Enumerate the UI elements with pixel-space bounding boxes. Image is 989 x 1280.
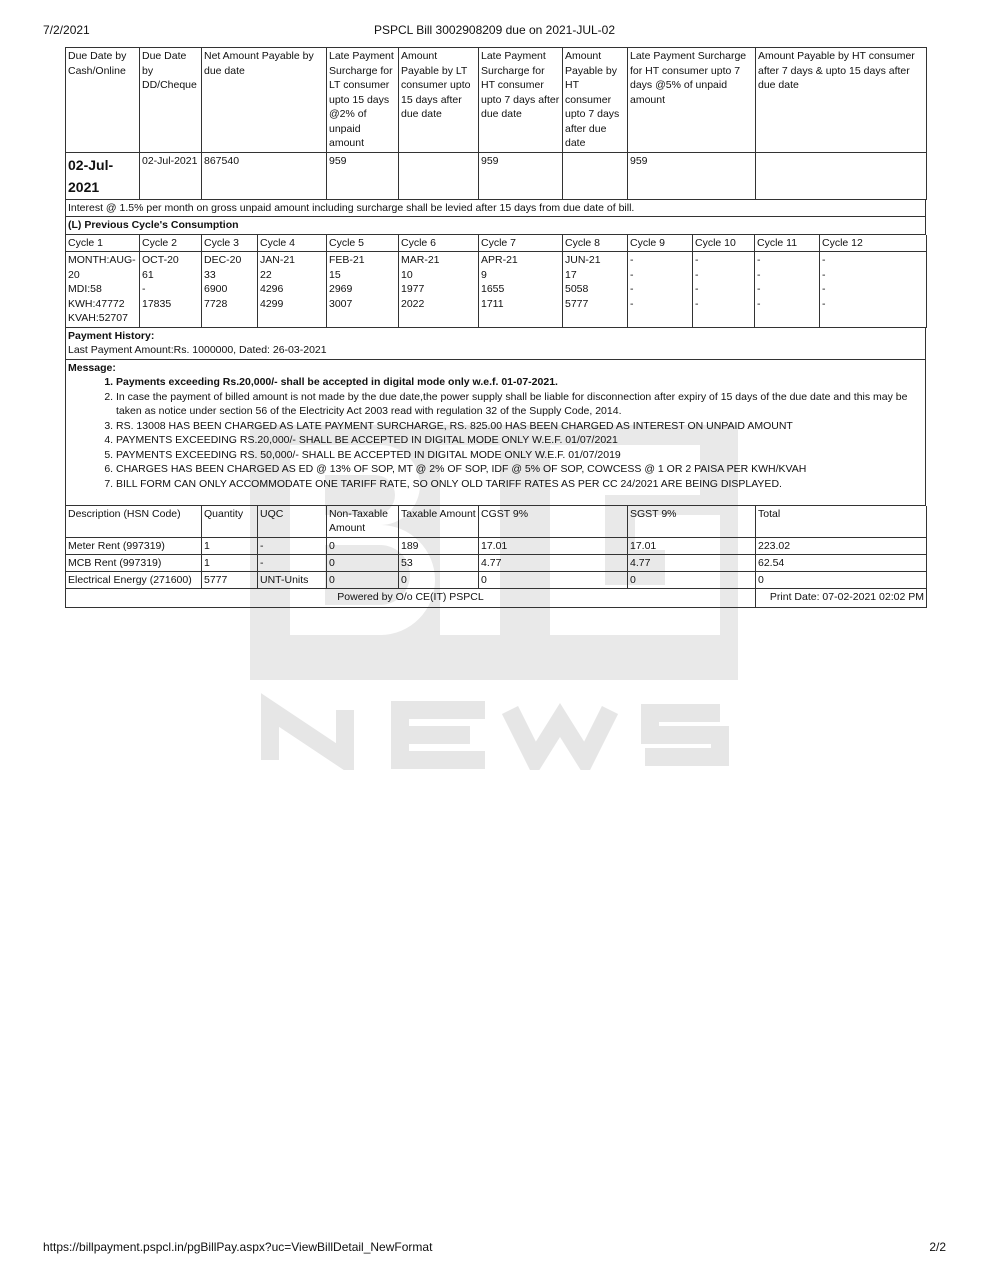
hsn-header-row xyxy=(66,506,927,538)
message-list xyxy=(68,375,923,491)
payment-history xyxy=(65,328,926,360)
due-header-cell: Net Amount Payable by due date xyxy=(202,48,327,153)
message-item: 5. PAYMENTS EXCEEDING RS. 50,000/- SHALL BE ACCEPTED IN DIGITAL MODE ONLY W.E.F. 01/07/2019 xyxy=(116,448,923,463)
hsn-header: SGST 9% xyxy=(628,506,756,538)
hsn-cell: 223.02 xyxy=(756,538,927,555)
message-item: 7. BILL FORM CAN ONLY ACCOMMODATE ONE TARIFF RATE, SO ONLY OLD TARIFF RATES AS PER CC 24/2021 ARE BEING DISPLAYED. xyxy=(116,477,923,492)
cycle-header: Cycle 3 xyxy=(202,235,258,252)
due-header-cell: Amount Payable by HT consumer after 7 days & upto 15 days after due date xyxy=(756,48,927,153)
hsn-cell: 62.54 xyxy=(756,555,927,572)
hsn-cell: UNT-Units xyxy=(258,572,327,589)
cycle-header: Cycle 9 xyxy=(628,235,693,252)
interest-note: Interest @ 1.5% per month on gross unpaid amount including surcharge shall be levied after 15 days from due date of bill. xyxy=(65,200,926,218)
hsn-cell: 0 xyxy=(327,555,399,572)
hsn-cell: Electrical Energy (271600) xyxy=(66,572,202,589)
cycle-header: Cycle 11 xyxy=(755,235,820,252)
due-header-cell: Amount Payable by LT consumer upto 15 days after due date xyxy=(399,48,479,153)
due-table-value-row xyxy=(66,152,927,199)
hsn-row xyxy=(66,555,927,572)
hsn-footer-row xyxy=(66,589,927,608)
ht-surcharge-5pct-value: 959 xyxy=(628,152,756,199)
cycle-data-row xyxy=(66,252,927,328)
cycle-header: Cycle 1 xyxy=(66,235,140,252)
hsn-header: UQC xyxy=(258,506,327,538)
message-title: Message: xyxy=(68,361,116,374)
hsn-cell: 0 xyxy=(327,538,399,555)
cycle-11-data: - - - - xyxy=(755,252,820,328)
bill-content xyxy=(65,47,926,608)
page-footer-number: 2/2 xyxy=(929,1240,946,1254)
hsn-header: CGST 9% xyxy=(479,506,628,538)
hsn-cell: - xyxy=(258,538,327,555)
hsn-cell: 17.01 xyxy=(628,538,756,555)
lt-amount-value xyxy=(399,152,479,199)
hsn-header: Taxable Amount xyxy=(399,506,479,538)
cycle-header-row xyxy=(66,235,927,252)
due-header-cell: Amount Payable by HT consumer upto 7 days after due date xyxy=(563,48,628,153)
due-table-header-row xyxy=(66,48,927,153)
consumption-title: (L) Previous Cycle's Consumption xyxy=(65,217,926,235)
message-item: 4. PAYMENTS EXCEEDING RS.20,000/- SHALL BE ACCEPTED IN DIGITAL MODE ONLY W.E.F. 01/07/2021 xyxy=(116,433,923,448)
hsn-cell: 1 xyxy=(202,555,258,572)
cycle-header: Cycle 12 xyxy=(820,235,927,252)
cycle-2-data: OCT-20 61 - 17835 xyxy=(140,252,202,328)
cycle-6-data: MAR-21 10 1977 2022 xyxy=(399,252,479,328)
message-item: 1. Payments exceeding Rs.20,000/- shall be accepted in digital mode only w.e.f. 01-07-2021. xyxy=(116,375,923,390)
cycle-12-data: - - - - xyxy=(820,252,927,328)
hsn-cell: 0 xyxy=(479,572,628,589)
hsn-cell: Meter Rent (997319) xyxy=(66,538,202,555)
hsn-header: Description (HSN Code) xyxy=(66,506,202,538)
due-header-cell: Late Payment Surcharge for HT consumer upto 7 days after due date xyxy=(479,48,563,153)
consumption-table xyxy=(65,235,927,328)
message-item: 3. RS. 13008 HAS BEEN CHARGED AS LATE PAYMENT SURCHARGE, RS. 825.00 HAS BEEN CHARGED AS INTEREST ON UNPAID AMOUNT xyxy=(116,419,923,434)
hsn-header: Total xyxy=(756,506,927,538)
hsn-row xyxy=(66,538,927,555)
net-amount-value: 867540 xyxy=(202,152,327,199)
payment-history-title: Payment History: xyxy=(68,329,155,342)
hsn-cell: 53 xyxy=(399,555,479,572)
due-header-cell: Due Date by Cash/Online xyxy=(66,48,140,153)
cycle-header: Cycle 6 xyxy=(399,235,479,252)
cycle-8-data: JUN-21 17 5058 5777 xyxy=(563,252,628,328)
cycle-10-data: - - - - xyxy=(693,252,755,328)
message-item: 6. CHARGES HAS BEEN CHARGED AS ED @ 13% OF SOP, MT @ 2% OF SOP, IDF @ 5% OF SOP, COWCESS @ 1 OR 2 PAISA PER KWH/KVAH xyxy=(116,462,923,477)
last-payment-text: Last Payment Amount:Rs. 1000000, Dated: 26-03-2021 xyxy=(68,344,327,356)
ht-amount-7-value xyxy=(563,152,628,199)
hsn-row xyxy=(66,572,927,589)
hsn-cell: 0 xyxy=(756,572,927,589)
hsn-table xyxy=(65,506,927,608)
page-footer-url: https://billpayment.pspcl.in/pgBillPay.aspx?uc=ViewBillDetail_NewFormat xyxy=(43,1240,433,1254)
page-header-title: PSPCL Bill 3002908209 due on 2021-JUL-02 xyxy=(373,23,616,37)
message-item: 2. In case the payment of billed amount is not made by the due date,the power supply shall be liable for disconnection after expiry of 15 days of the due date and this may be taken as notice under section 56 of the Electricity Act 2003 read with regulation 32 of the Supply Code, 2014. xyxy=(116,390,923,419)
due-header-cell: Late Payment Surcharge for HT consumer upto 7 days @5% of unpaid amount xyxy=(628,48,756,153)
cycle-3-data: DEC-20 33 6900 7728 xyxy=(202,252,258,328)
cycle-header: Cycle 10 xyxy=(693,235,755,252)
cycle-9-data: - - - - xyxy=(628,252,693,328)
due-date-cash-value: 02-Jul-2021 xyxy=(66,152,140,199)
cycle-7-data: APR-21 9 1655 1711 xyxy=(479,252,563,328)
ht-amount-15-value xyxy=(756,152,927,199)
cycle-header: Cycle 2 xyxy=(140,235,202,252)
page-header-date: 7/2/2021 xyxy=(43,23,90,37)
hsn-cell: 0 xyxy=(628,572,756,589)
hsn-cell: 189 xyxy=(399,538,479,555)
hsn-cell: 1 xyxy=(202,538,258,555)
lt-surcharge-value: 959 xyxy=(327,152,399,199)
message-section xyxy=(65,360,926,507)
cycle-header: Cycle 8 xyxy=(563,235,628,252)
hsn-cell: 4.77 xyxy=(479,555,628,572)
hsn-cell: 0 xyxy=(399,572,479,589)
hsn-header: Non-Taxable Amount xyxy=(327,506,399,538)
due-date-table xyxy=(65,47,927,200)
powered-by: Powered by O/o CE(IT) PSPCL xyxy=(66,589,756,608)
due-date-cheque-value: 02-Jul-2021 xyxy=(140,152,202,199)
hsn-header: Quantity xyxy=(202,506,258,538)
hsn-cell: - xyxy=(258,555,327,572)
cycle-5-data: FEB-21 15 2969 3007 xyxy=(327,252,399,328)
hsn-cell: 5777 xyxy=(202,572,258,589)
cycle-header: Cycle 5 xyxy=(327,235,399,252)
ht-surcharge-7-value: 959 xyxy=(479,152,563,199)
hsn-cell: MCB Rent (997319) xyxy=(66,555,202,572)
cycle-header: Cycle 4 xyxy=(258,235,327,252)
hsn-cell: 0 xyxy=(327,572,399,589)
cycle-4-data: JAN-21 22 4296 4299 xyxy=(258,252,327,328)
cycle-header: Cycle 7 xyxy=(479,235,563,252)
hsn-cell: 4.77 xyxy=(628,555,756,572)
cycle-1-data: MONTH:AUG-20 MDI:58 KWH:47772 KVAH:52707 xyxy=(66,252,140,328)
due-header-cell: Due Date by DD/Cheque xyxy=(140,48,202,153)
hsn-cell: 17.01 xyxy=(479,538,628,555)
due-header-cell: Late Payment Surcharge for LT consumer upto 15 days @2% of unpaid amount xyxy=(327,48,399,153)
print-date: Print Date: 07-02-2021 02:02 PM xyxy=(756,589,927,608)
